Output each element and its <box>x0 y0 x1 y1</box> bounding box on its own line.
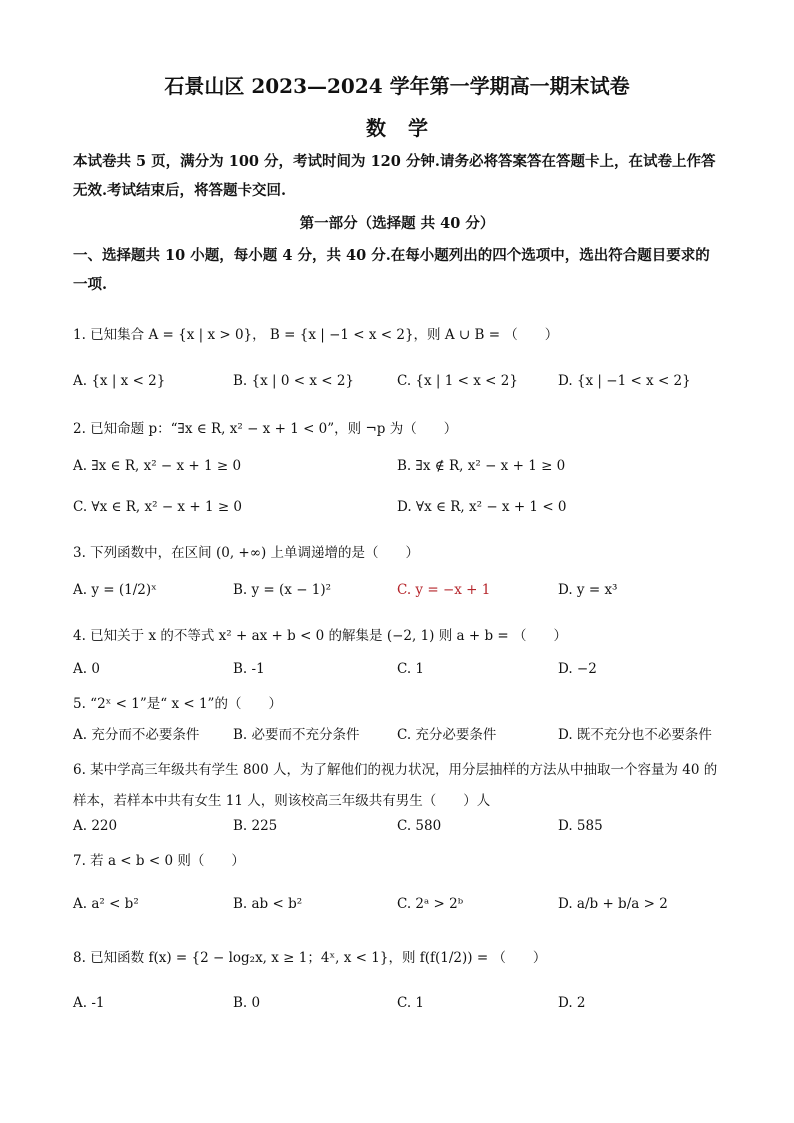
q3-option-d: D. y = x³ <box>558 582 618 598</box>
question-8-stem: 8. 已知函数 f(x) = {2 − log₂x, x ≥ 1；4ˣ, x < 1}，则 f(f(1/2)) = （ ） <box>73 950 547 966</box>
q7-option-d: D. a/b + b/a > 2 <box>558 896 668 912</box>
q3-option-c: C. y = −x + 1 <box>397 582 491 598</box>
q1-option-c: C. {x | 1 < x < 2} <box>397 373 518 389</box>
q1-option-d: D. {x | −1 < x < 2} <box>558 373 691 389</box>
question-1-stem: 1. 已知集合 A = {x | x > 0}， B = {x | −1 < x < 2}，则 A ∪ B = （ ） <box>73 327 559 343</box>
q2-option-a: A. ∃x ∈ R, x² − x + 1 ≥ 0 <box>73 458 242 474</box>
exam-title: 石景山区 2023—2024 学年第一学期高一期末试卷 <box>164 74 630 98</box>
question-4-stem: 4. 已知关于 x 的不等式 x² + ax + b < 0 的解集是 (−2, 1) 则 a + b = （ ） <box>73 628 568 644</box>
q8-option-a: A. -1 <box>73 995 105 1011</box>
question-2-stem: 2. 已知命题 p：“∃x ∈ R, x² − x + 1 < 0”，则 ¬p 为（ ） <box>73 421 458 437</box>
q4-option-b: B. -1 <box>233 661 265 677</box>
q4-option-c: C. 1 <box>397 661 425 677</box>
question-7-stem: 7. 若 a < b < 0 则（ ） <box>73 853 245 869</box>
q2-option-c: C. ∀x ∈ R, x² − x + 1 ≥ 0 <box>73 499 243 515</box>
q7-option-a: A. a² < b² <box>73 896 139 912</box>
q1-option-b: B. {x | 0 < x < 2} <box>233 373 355 389</box>
q3-option-a: A. y = (1/2)ˣ <box>73 582 157 598</box>
q8-option-c: C. 1 <box>397 995 425 1011</box>
q1-option-a: A. {x | x < 2} <box>73 373 166 389</box>
q5-option-d: D. 既不充分也不必要条件 <box>558 727 712 743</box>
subject-title: 数学 <box>366 116 450 140</box>
q2-option-d: D. ∀x ∈ R, x² − x + 1 < 0 <box>397 499 567 515</box>
question-5-stem: 5. “2ˣ < 1”是“ x < 1”的（ ） <box>73 696 282 712</box>
q6-option-d: D. 585 <box>558 818 603 834</box>
q5-option-b: B. 必要而不充分条件 <box>233 727 360 743</box>
q4-option-d: D. −2 <box>558 661 597 677</box>
question-6-stem: 6. 某中学高三年级共有学生 800 人，为了解他们的视力状况，用分层抽样的方法从中抽取一个容量为 40 的样本，若样本中共有女生 11 人，则该校高三年级共有男生（ ）人 <box>73 762 718 809</box>
q3-option-b: B. y = (x − 1)² <box>233 582 332 598</box>
q4-option-a: A. 0 <box>73 661 100 677</box>
question-3-stem: 3. 下列函数中，在区间 (0, +∞) 上单调递增的是（ ） <box>73 545 420 561</box>
q7-option-b: B. ab < b² <box>233 896 303 912</box>
q5-option-c: C. 充分必要条件 <box>397 727 497 743</box>
q8-option-d: D. 2 <box>558 995 586 1011</box>
section-heading: 一、选择题共 10 小题，每小题 4 分，共 40 分.在每小题列出的四个选项中，选出符合题目要求的一项. <box>73 247 710 293</box>
q6-option-a: A. 220 <box>73 818 118 834</box>
q6-option-c: C. 580 <box>397 818 442 834</box>
q2-option-b: B. ∃x ∉ R, x² − x + 1 ≥ 0 <box>397 458 566 474</box>
part-heading: 第一部分（选择题 共 40 分） <box>299 215 495 232</box>
q7-option-c: C. 2ᵃ > 2ᵇ <box>397 896 464 912</box>
exam-instructions: 本试卷共 5 页，满分为 100 分，考试时间为 120 分钟.请务必将答案答在答题卡上，在试卷上作答无效.考试结束后，将答题卡交回. <box>73 153 716 199</box>
q6-option-b: B. 225 <box>233 818 278 834</box>
q5-option-a: A. 充分而不必要条件 <box>73 727 200 743</box>
q8-option-b: B. 0 <box>233 995 261 1011</box>
